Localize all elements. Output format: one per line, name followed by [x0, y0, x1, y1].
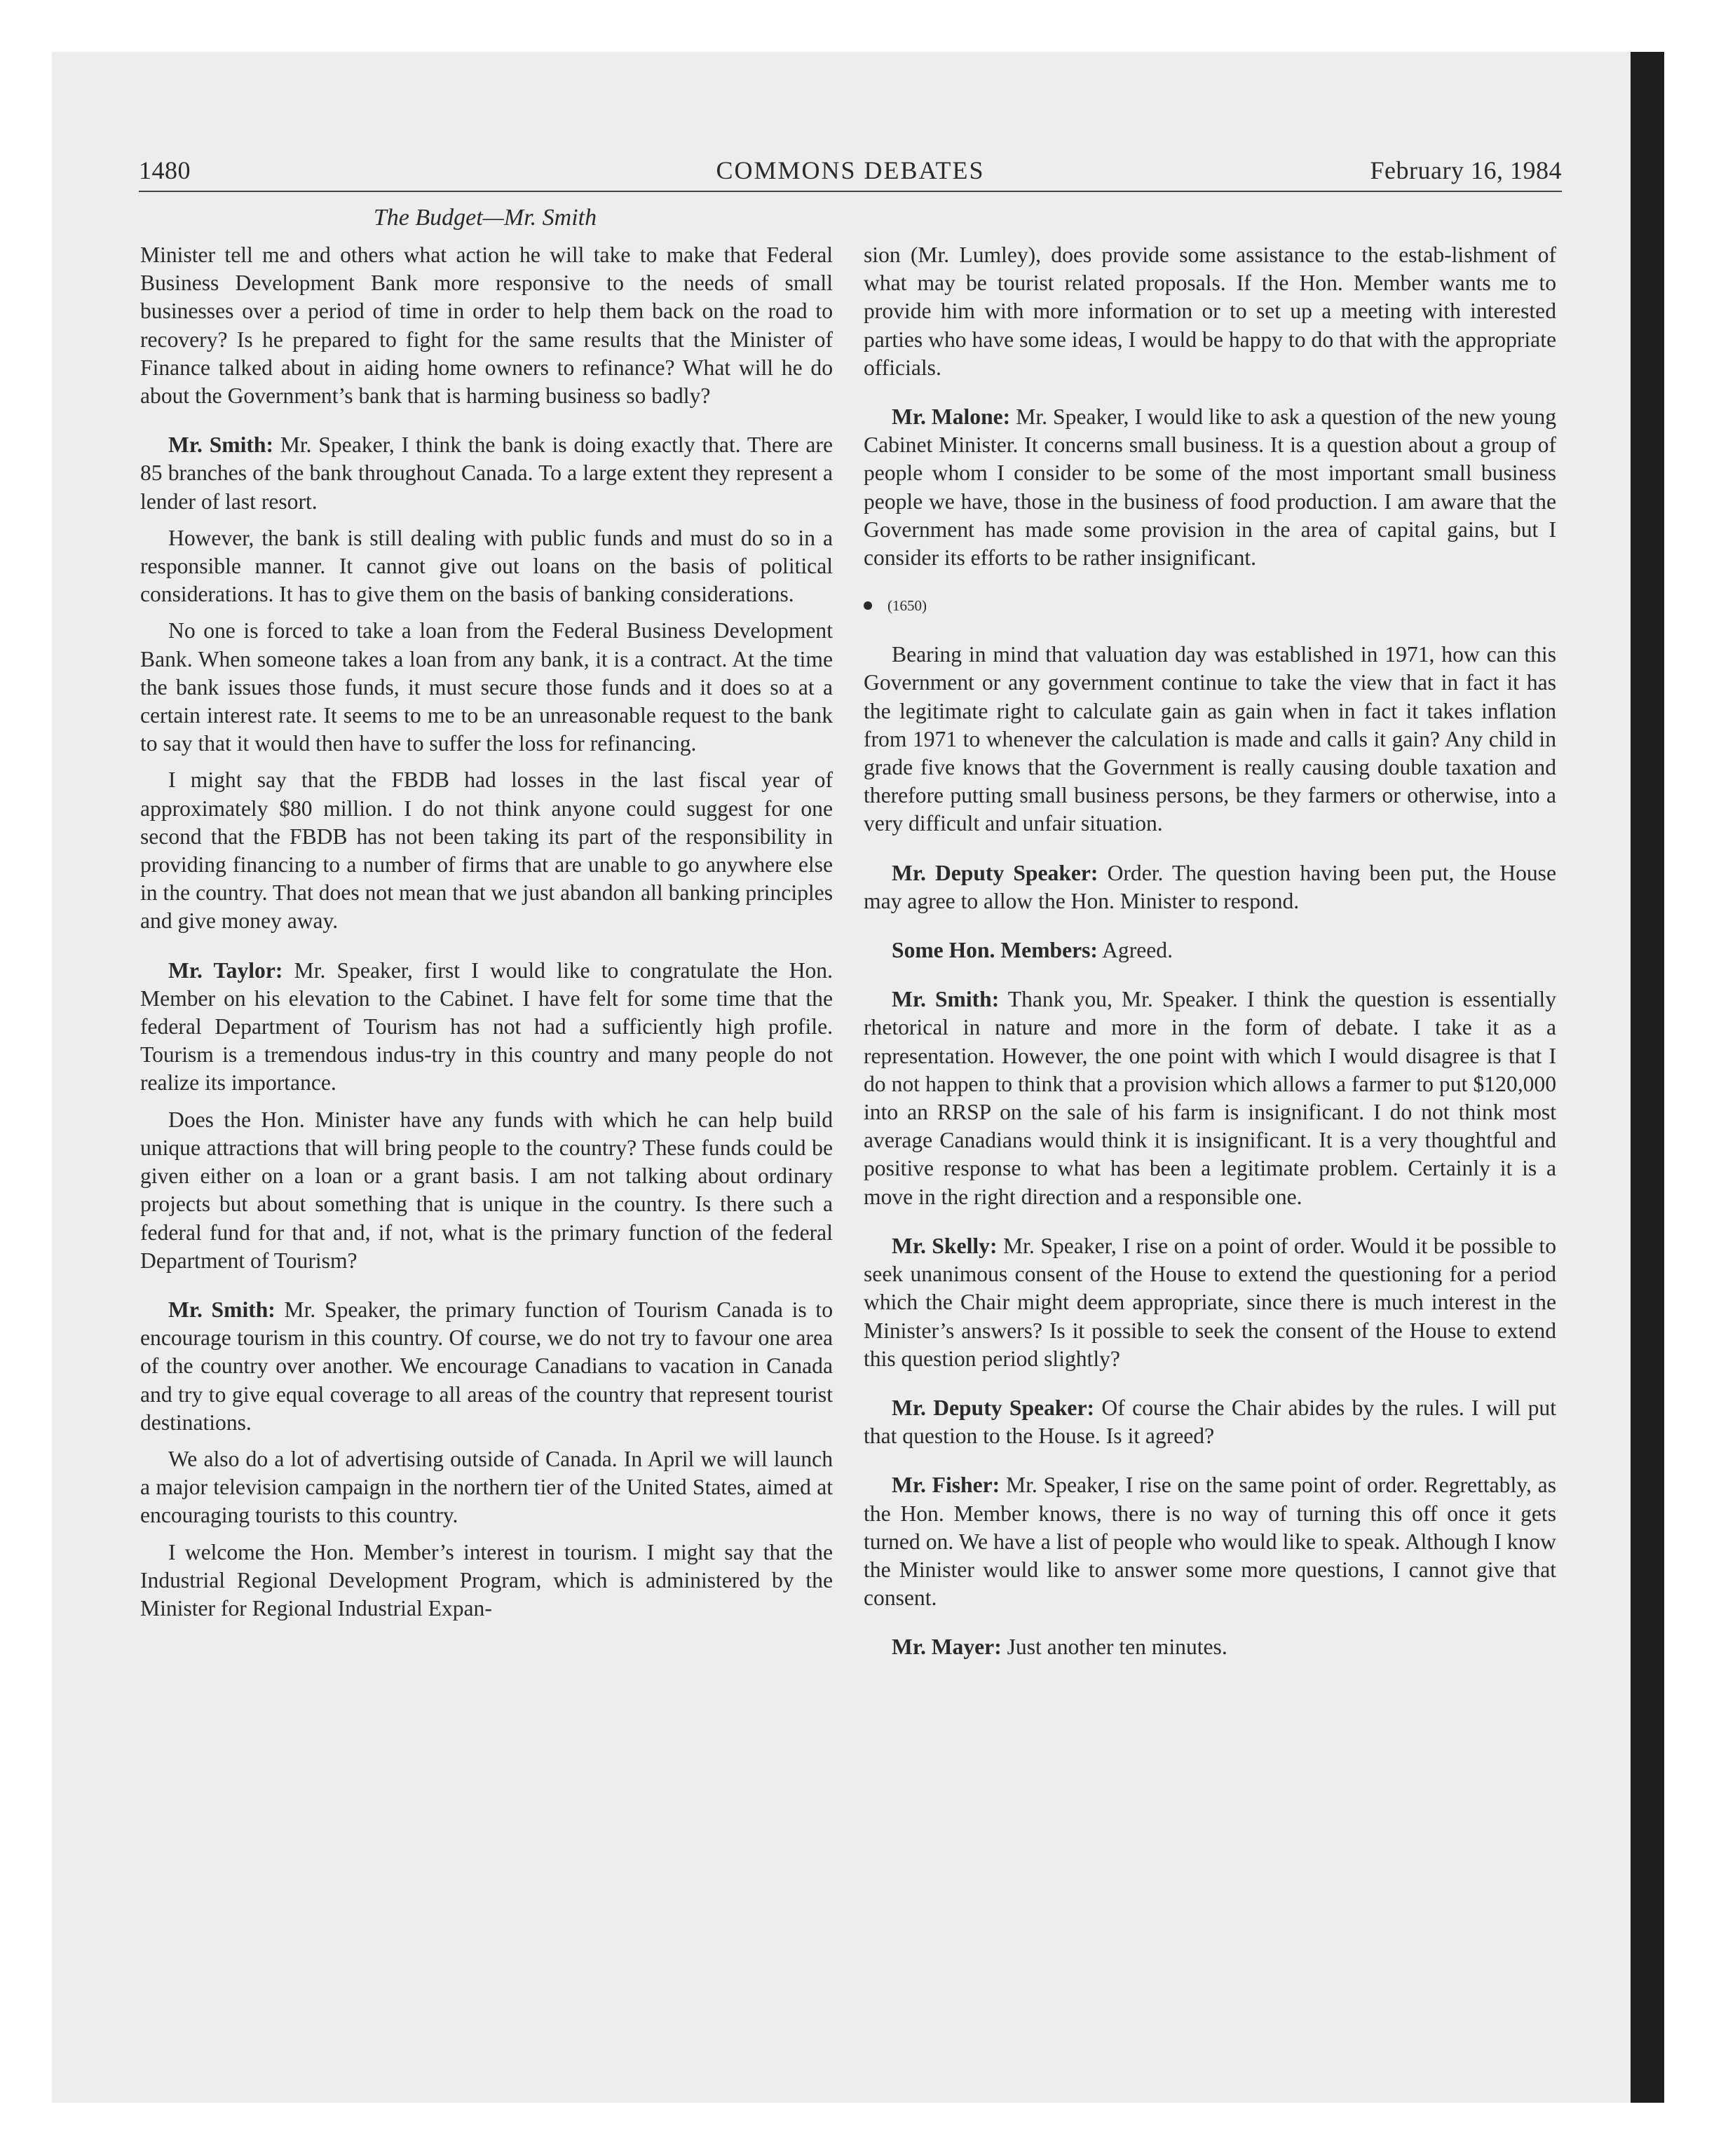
speaker-name: Mr. Deputy Speaker: — [892, 860, 1098, 885]
paragraph: Minister tell me and others what action he will take to make that Federal Business Development Bank more responsive to the needs of small businesses over a period of time in order to help them back on the road to recovery? Is he prepared to fight for the same results that the Minister of Finance talked about in aiding home owners to refinance? What will he do about the Government’s bank that is harming business so badly? — [140, 243, 833, 409]
speaker-name: Some Hon. Members: — [892, 938, 1098, 963]
time-marker: (1650) — [864, 596, 1556, 615]
speaker-name: Mr. Mayer: — [892, 1635, 1002, 1660]
speech-paragraph: Mr. Smith: Mr. Speaker, I think the bank is doing exactly that. There are 85 branches of the bank throughout Canada. To a large extent they represent a lender of last resort. — [140, 432, 833, 514]
paragraph: I welcome the Hon. Member’s interest in tourism. I might say that the Industrial Regional Development Program, which is administered by the Minister for Regional Industrial Expan- — [140, 1539, 833, 1621]
paragraph: We also do a lot of advertising outside of Canada. In April we will launch a major television campaign in the northern tier of the United States, aimed at encouraging tourists to this country. — [140, 1446, 833, 1528]
bullet-icon — [864, 601, 872, 610]
speech-paragraph: Some Hon. Members: Agreed. — [892, 938, 1173, 963]
speaker-name: Mr. Smith: — [168, 432, 273, 458]
running-title: The Budget—Mr. Smith — [373, 205, 597, 231]
header-rule — [139, 191, 1562, 192]
paragraph: However, the bank is still dealing with public funds and must do so in a responsible manner. It cannot give out loans on the basis of political considerations. It has to give them on the basis of banking considerations. — [140, 525, 833, 607]
speech-paragraph: Mr. Skelly: Mr. Speaker, I rise on a point of order. Would it be possible to seek unanimous consent of the House to extend the questioning for a period which the Chair might deem appropriate, since there is much interest in the Minister’s answers? Is it possible to seek the consent of the House to extend this question period slightly? — [864, 1233, 1556, 1371]
page-date: February 16, 1984 — [1370, 156, 1562, 184]
speech-paragraph: Mr. Smith: Thank you, Mr. Speaker. I think the question is essentially rhetorical in nature and more in the form of debate. I take it as a representation. However, the one point with which I would disagree is that I do not happen to think that a provision which allows a farmer to put $120,000 into an RRSP on the sale of his farm is insignificant. I do not think most average Canadians would think it is insignificant. It is a very thoughtful and positive response to what has been a legitimate problem. Certainly it is a move in the right direction and a responsible one. — [864, 987, 1556, 1209]
speech-paragraph: Mr. Taylor: Mr. Speaker, first I would like to congratulate the Hon. Member on his elevation to the Cabinet. I have felt for some time that the federal Department of Tourism has not had a sufficiently high profile. Tourism is a tremendous indus-try in this country and many people do not realize its importance. — [140, 957, 833, 1096]
page-header — [139, 156, 1562, 192]
speech-paragraph: Mr. Smith: Mr. Speaker, the primary function of Tourism Canada is to encourage tourism in this country. Of course, we do not try to favour one area of the country over another. We encourage Canadians to vacation in Canada and try to give equal coverage to all areas of the country that represent tourist destinations. — [140, 1297, 833, 1435]
scan-edge — [1631, 52, 1664, 2103]
speech-paragraph: Mr. Malone: Mr. Speaker, I would like to ask a question of the new young Cabinet Minister. It concerns small business. It is a question about a group of people whom I consider to be some of the most important small business people we have, those in the business of food production. I am aware that the Government has made some provision in the area of capital gains, but I consider its efforts to be rather insignificant. — [864, 404, 1556, 571]
publication-title: COMMONS DEBATES — [716, 156, 985, 184]
speaker-name: Mr. Smith: — [168, 1297, 275, 1322]
speaker-name: Mr. Deputy Speaker: — [892, 1395, 1094, 1420]
speaker-name: Mr. Fisher: — [892, 1473, 1000, 1498]
right-column — [864, 241, 1556, 1662]
speaker-name: Mr. Taylor: — [168, 957, 283, 983]
paragraph: Bearing in mind that valuation day was established in 1971, how can this Government or any government continue to take the view that in fact it has the legitimate right to calculate gain as gain when in fact it takes inflation from 1971 to whenever the calculation is made and calls it gain? Any child in grade five knows that the Government is really causing double taxation and therefore putting small business persons, be they farmers or otherwise, into a very difficult and unfair situation. — [864, 642, 1556, 836]
speaker-name: Mr. Malone: — [892, 404, 1011, 430]
speech-paragraph: Mr. Mayer: Just another ten minutes. — [892, 1635, 1227, 1660]
speech-paragraph: Mr. Fisher: Mr. Speaker, I rise on the same point of order. Regrettably, as the Hon. Member knows, there is no way of turning this off once it gets turned on. We have a list of people who would like to speak. Although I know the Minister would like to answer some more questions, I cannot give that consent. — [864, 1473, 1556, 1611]
speech-paragraph: Mr. Deputy Speaker: Of course the Chair abides by the rules. I will put that question to the House. Is it agreed? — [864, 1395, 1556, 1449]
paragraph: No one is forced to take a loan from the Federal Business Development Bank. When someone takes a loan from any bank, it is a contract. At the time the bank issues those funds, it must secure those funds and it does so at a certain interest rate. It seems to me to be an unreasonable request to the bank to say that it would then have to suffer the loss for refinancing. — [140, 618, 833, 756]
paragraph: Does the Hon. Minister have any funds with which he can help build unique attractions that will bring people to the country? These funds could be given either on a loan or a grant basis. I am not talking about ordinary projects but about something that is unique in the country. Is there such a federal fund for that and, if not, what is the primary function of the federal Department of Tourism? — [140, 1107, 833, 1273]
speaker-name: Mr. Smith: — [892, 987, 1000, 1012]
paragraph: I might say that the FBDB had losses in the last fiscal year of approximately $80 million. I do not think anyone could suggest for one second that the FBDB has not been taking its part of the responsibility in providing financing to a number of firms that are unable to go anywhere else in the country. That does not mean that we just abandon all banking principles and give money away. — [140, 767, 833, 934]
left-column — [140, 241, 833, 1623]
page-number: 1480 — [139, 156, 191, 184]
paragraph: sion (Mr. Lumley), does provide some assistance to the estab-lishment of what may be tourist related proposals. If the Hon. Member wants me to provide him with more information or to set up a meeting with interested parties who have some ideas, I would be happy to do that with the appropriate officials. — [864, 243, 1556, 380]
speaker-name: Mr. Skelly: — [892, 1233, 998, 1258]
speech-paragraph: Mr. Deputy Speaker: Order. The question having been put, the House may agree to allow the Hon. Minister to respond. — [864, 860, 1556, 913]
